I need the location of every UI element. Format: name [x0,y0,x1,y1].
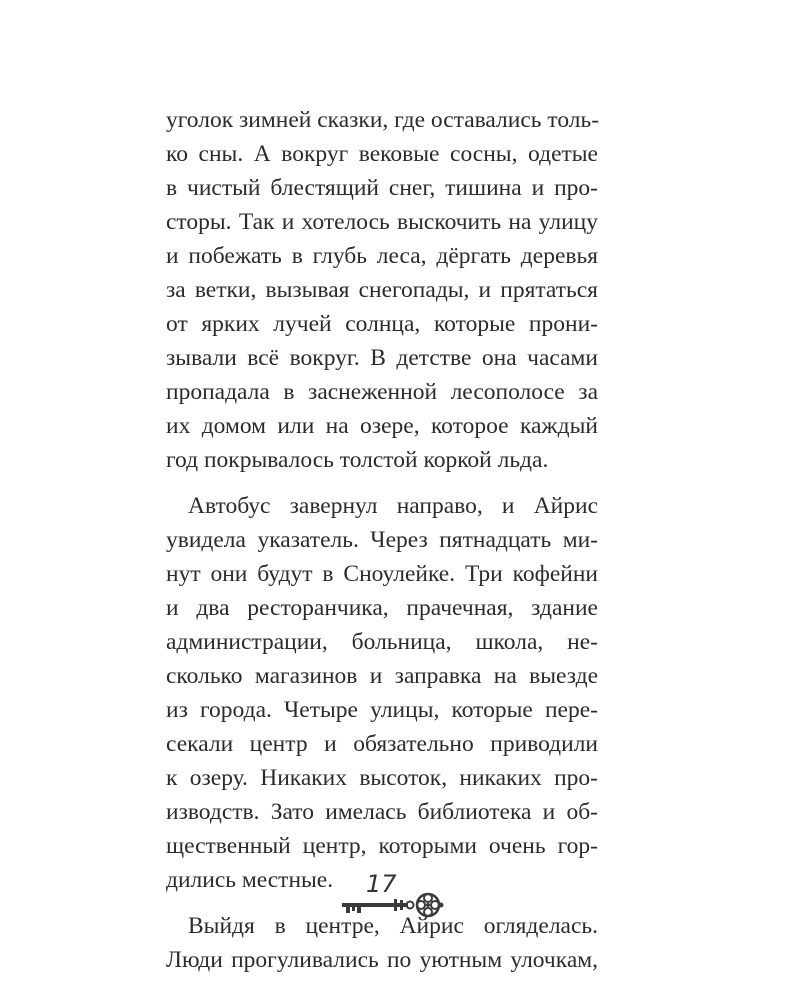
text-line: от ярких лучей солнца, которые прони- [166,311,598,337]
text-line: изводств. Зато имелась библиотека и об- [166,799,598,825]
text-line: и два ресторанчика, прачечная, здание [166,595,598,621]
text-line: зывали всё вокруг. В детстве она часами [166,345,598,371]
text-line: сторы. Так и хотелось выскочить на улицу [166,209,598,235]
text-line: их домом или на озере, которое каждый [166,413,598,439]
paragraph [166,103,598,477]
text-line: в чистый блестящий снег, тишина и про- [166,175,598,201]
text-line: Люди прогуливались по уютным улочкам, [166,947,598,973]
text-line: Выйдя в центре, Айрис огляделась. [188,913,598,939]
page-footer [340,872,450,920]
text-line: и побежать в глубь леса, дёргать деревья [166,243,598,269]
text-line: нут они будут в Сноулейке. Три кофейни [166,561,598,587]
paragraph-gap [166,477,598,489]
text-line: щественный центр, которыми очень гор- [166,833,598,859]
text-line: сколько магазинов и заправка на выезде [166,663,598,689]
text-line: администрации, больница, школа, не- [166,629,598,655]
text-line: секали центр и обязательно приводили [166,731,598,757]
text-line: из города. Четыре улицы, которые пере- [166,697,598,723]
text-line: ко сны. А вокруг вековые сосны, одетые [166,141,598,167]
text-line: за ветки, вызывая снегопады, и прятаться [166,277,598,303]
text-line: уголок зимней сказки, где оставались толь- [166,107,600,133]
body-text [166,103,598,977]
text-line: год покрывалось толстой коркой льда. [166,447,549,473]
key-icon [340,886,450,920]
text-line: Автобус завернул направо, и Айрис [188,493,598,519]
text-line: к озеру. Никаких высоток, никаких про- [166,765,598,791]
text-line: дились местные. [166,867,334,893]
text-line: пропадала в заснеженной лесополосе за [166,379,598,405]
page-number: 17 [366,870,397,898]
text-line: увидела указатель. Через пятнадцать ми- [166,527,598,553]
paragraph [166,489,598,897]
